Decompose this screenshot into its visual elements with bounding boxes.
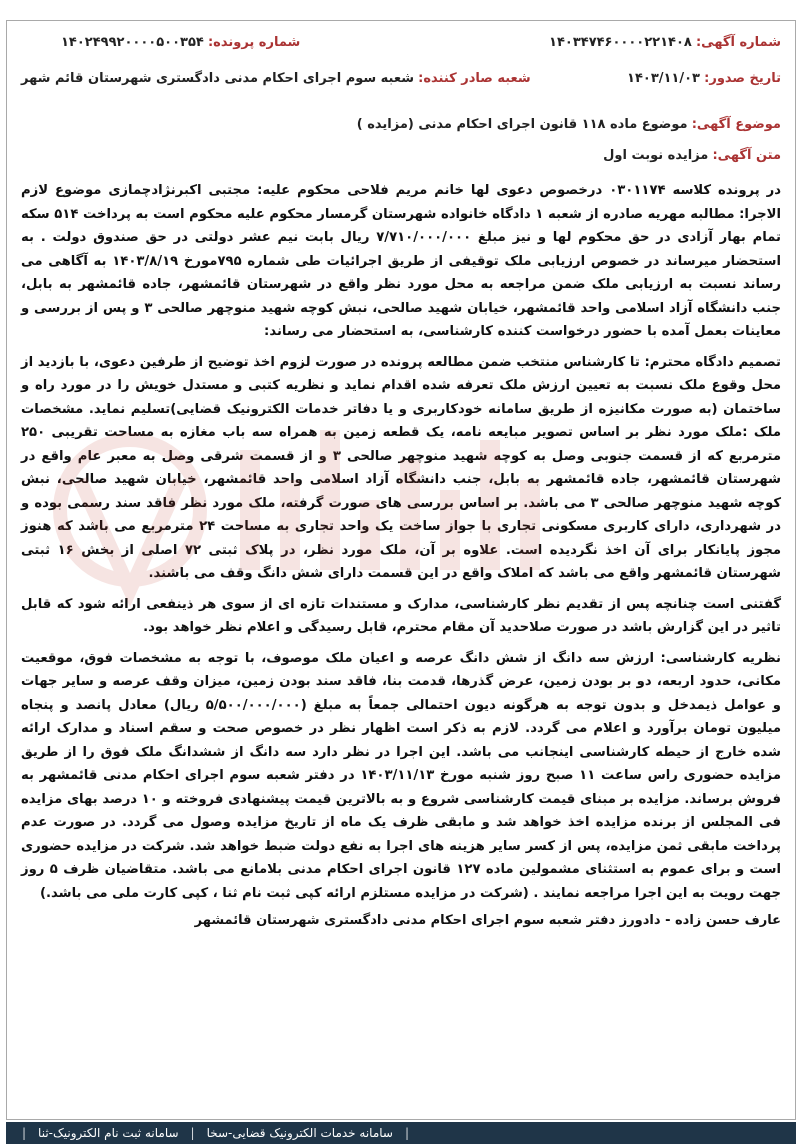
meta-row-numbers [21,35,781,71]
paragraph-court-decision: تصمیم دادگاه محترم: تا کارشناس منتخب ضمن مطالعه پرونده در صورت لزوم اخذ توضیح از طرفین دعوی، با بازدید از محل وقوع ملک نسبت به تعیین ارزش ملک تعرفه شده اقدام نماید و نظریه کتبی و مستدل خویش را در مورد راه و ساختمان (به صورت مکانیزه از طریق سامانه خودکاربری و یا دفاتر خدمات الکترونیک قضایی)تسلیم نماید. مشخصات ملک :ملک مورد نظر بر اساس تصویر مبایعه نامه، یک قطعه زمین به همراه سه باب مغازه به مساحت تقریبی ۲۵۰ مترمربع که از قسمت جنوبی وصل به کوچه شهید منوچهر صالحی ۳ و از قسمت شرقی وصل به معبر عام واقع در شهرستان قائمشهر، جاده قائمشهر به بابل، جنب دانشگاه آزاد اسلامی واحد قائمشهر، خیابان شهید صالحی، نبش کوچه شهید منوچهر صالحی ۳ می باشد. بر اساس بررسی های صورت گرفته، ملک مورد نظر فاقد سند رسمی بوده و در شهرداری، دارای کاربری مسکونی تجاری با جواز ساخت یک واحد تجاری به مساحت ۲۴ مترمربع می باشد که هنوز مجوز پایانکار برای آن اخذ نگردیده است. علاوه بر آن، ملک مورد نظر، در پلاک ثبتی ۷۲ اصلی از بخش ۱۶ ثبتی شهرستان قائمشهر واقع می باشد که املاک واقع در این قسمت دارای شش دانگ وقف می باشند. [21,354,782,581]
announcement-content [21,35,781,928]
signature: عارف حسن زاده - دادورز دفتر شعبه سوم اجرای احکام مدنی دادگستری شهرستان قائمشهر [194,913,781,928]
case-number [61,35,300,50]
footer-separator: | [22,1126,27,1140]
text-label: متن آگهی: [712,148,781,163]
footer-separator: | [404,1126,410,1140]
case-number-label: شماره پرونده: [207,35,301,50]
footer-separator: | [190,1126,195,1140]
ad-number-label: شماره آگهی: [695,35,781,50]
subject-label: موضوع آگهی: [691,117,781,132]
paragraph-note: گفتنی است چنانچه پس از تقدیم نظر کارشناسی، مدارک و مستندات تازه ای از سوی هر ذینفعی ارائه شود که قابل تاثیر در این گزارش باشد در صورت صلاحدید آن مقام محترم، قابل رسیدگی و اعلام نظر خواهد بود. [21,596,781,635]
subject-line [21,117,781,132]
paragraph-case-intro: در پرونده کلاسه ۰۳۰۱۱۷۴ درخصوص دعوی لها خانم مریم فلاحی محکوم علیه: مجتبی اکبرنژادچمازی موضوع لازم الاجرا: مطالبه مهریه صادره از شعبه ۱ دادگاه خانواده شهرستان گرمسار محکوم علیه محکوم است به پرداخت ۵۱۴ سکه تمام بهار آزادی در حق محکوم لها و نیز مبلغ ۷/۷۱۰/۰۰۰/۰۰۰ ریال بابت نیم عشر دولتی در حق صندوق دولت . به استحضار میرساند در خصوص ارزیابی ملک توقیفی از طریق اجرائیات طی شماره ۷۹۵مورخ ۱۴۰۳/۸/۱۹ به آگاهی می رساند نسبت به ارزیابی ملک ضمن مراجعه به محل مورد نظر واقع در شهرستان قائمشهر، جاده قائمشهر به بابل، جنب دانشگاه آزاد اسلامی واحد قائمشهر، خیابان شهید صالحی، نبش کوچه شهید منوچهر صالحی ۳ و پس از بررسی و معاینات بعمل آمده با حضور درخواست کننده کارشناسی، به استحضار می رساند: [21,183,782,339]
ad-number [549,35,781,50]
footer-link-sakha[interactable]: سامانه خدمات الکترونیک قضایی-سخا [206,1126,393,1140]
case-number-value: ۱۴۰۲۴۹۹۲۰۰۰۰۵۰۰۳۵۴ [61,35,204,50]
issue-date-label: تاریخ صدور: [704,71,781,86]
announcement-body [21,179,781,905]
ad-number-value: ۱۴۰۳۴۷۴۶۰۰۰۰۲۲۱۴۰۸ [549,35,692,50]
meta-row-issuer [21,71,781,107]
text-title: مزایده نوبت اول [603,148,709,163]
footer-bar [6,1122,796,1144]
paragraph-expert-opinion: نظریه کارشناسی: ارزش سه دانگ از شش دانگ عرصه و اعیان ملک موصوف، با توجه به مشخصات فوق، موقعیت مکانی، حدود اربعه، دو بر بودن زمین، عرض گذرها، قدمت بنا، فاقد سند بودن زمین، میزان وقف عرصه و سایر جهات و عوامل ذیمدخل و بدون توجه به هرگونه دیون احتمالی جمعاً به مبلغ (۵/۵۰۰/۰۰۰/۰۰۰ ریال) معادل پانصد و پنجاه میلیون تومان برآورد و اعلام می گردد. لازم به ذکر است اظهار نظر در خصوص صحت و سقم اسناد و مدارک ارائه شده خارج از حیطه کارشناسی اینجانب می باشد. این اجرا در نظر دارد سه دانگ از ششدانگ ملک فوق را از طریق مزایده حضوری راس ساعت ۱۱ صبح روز شنبه مورخ ۱۴۰۳/۱۱/۱۳ در دفتر شعبه سوم اجرای احکام مدنی قائمشهر به فروش برساند. مزایده بر مبنای قیمت کارشناسی شروع و به بالاترین قیمت پیشنهادی فروخته و ۱۰ درصد بهای مزایده فی المجلس از برنده مزایده اخذ خواهد شد و مابقی ظرف یک ماه از تاریخ مزایده وصول می گردد. در صورت عدم پرداخت مابقی ثمن مزایده، پس از کسر سایر هزینه های اجرا به نفع دولت ضبط خواهد شد. شرکت در مزایده حضوری است و برای عموم به استثنای مشمولین ماده ۱۲۷ قانون اجرای احکام مدنی بلامانع می باشد. متقاضیان ظرف ۵ روز جهت رویت به این اجرا مراجعه نمایند . (شرکت در مزایده مستلزم ارائه کپی ثبت نام ثنا ، کپی کارت ملی می باشد.) [21,650,782,901]
text-title-line [21,148,781,163]
announcement-frame [6,20,796,1120]
issue-date-value: ۱۴۰۳/۱۱/۰۳ [627,71,700,86]
issuer-label: شعبه صادر کننده: [418,71,531,86]
issuer [21,71,531,86]
issuer-value: شعبه سوم اجرای احکام مدنی دادگستری شهرستان قائم شهر [21,71,414,86]
footer-link-sana[interactable]: سامانه ثبت نام الکترونیک-ثنا [38,1126,179,1140]
issue-date [627,71,781,86]
subject-value: موضوع ماده ۱۱۸ قانون اجرای احکام مدنی (مزایده ) [356,117,688,132]
